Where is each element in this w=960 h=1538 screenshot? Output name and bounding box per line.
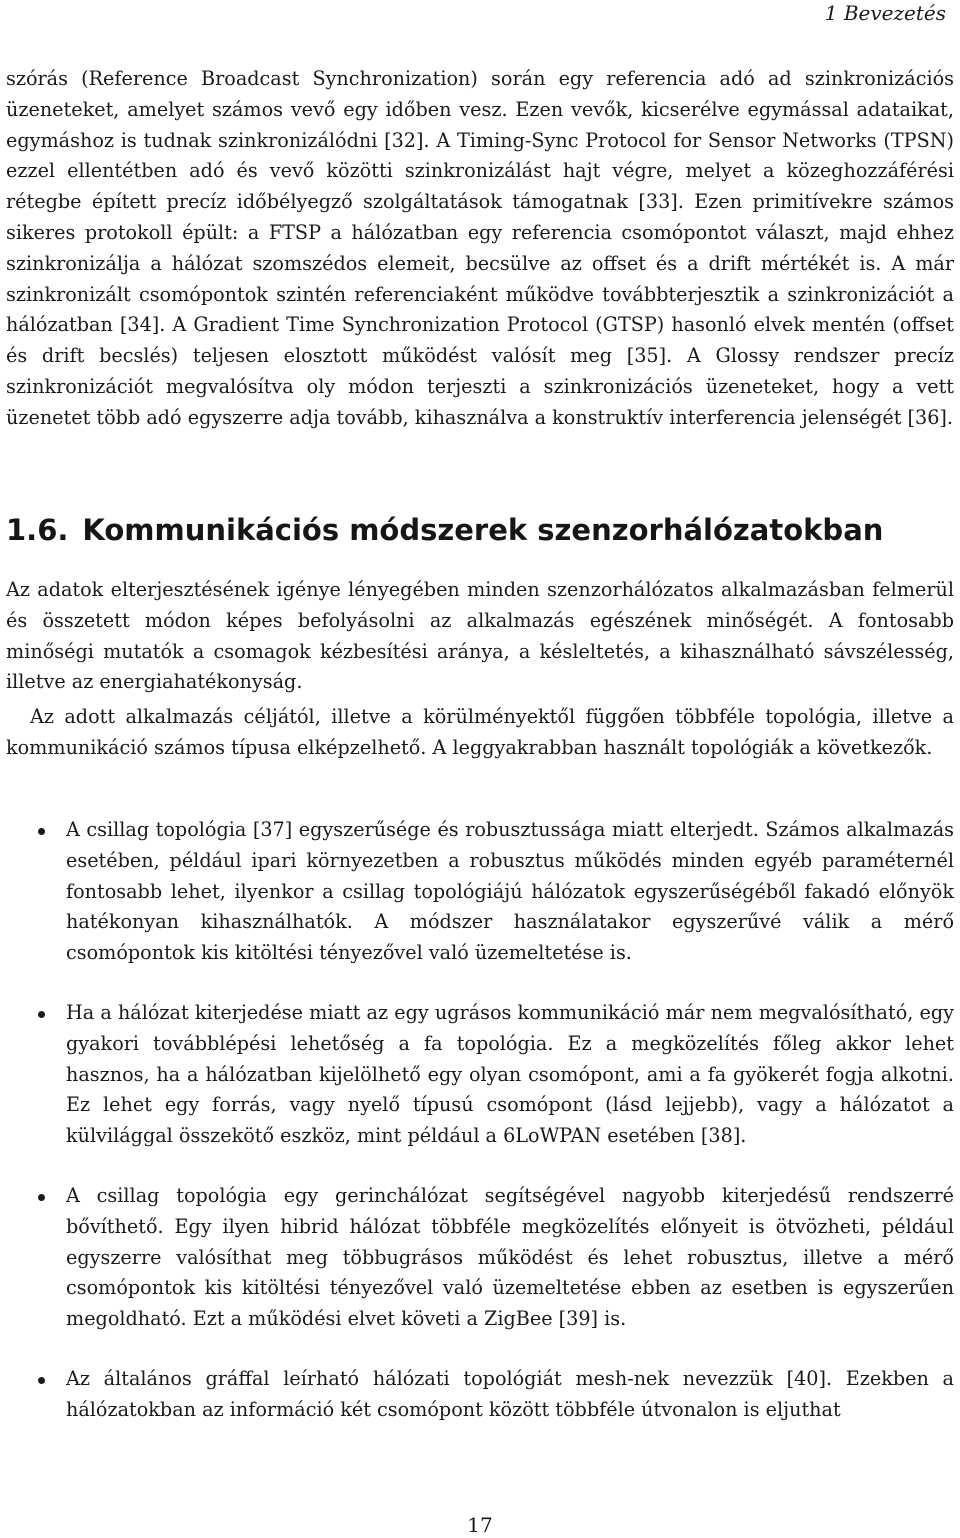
bullet-item-star-topology [0,815,954,969]
section-paragraph: Az adatok elterjesztésének igénye lényegében minden szenzorhálózatos alkalmazásban felmerül és összetett módon képes befolyásolni az alkalmazás egészének minőségét. A fontosabb minőségi mutatók a csomagok kézbesítési aránya, a késleltetés, a kihasználható sávszélesség, illetve az energiahatékonyság. [6,578,954,694]
intro-paragraph: szórás (Reference Broadcast Synchronization) során egy referencia adó ad szinkronizációs üzeneteket, amelyet számos vevő egy időben vesz. Ezen vevők, kicserélve egymással adataikat, egymáshoz is tudnak szinkronizálódni [32]. A Timing-Sync Protocol for Sensor Networks (TPSN) ezzel ellentétben adó és vevő közötti szinkronizálást hajt végre, melyet a közeghozzáférési rétegbe épített precíz időbélyegző szolgáltatások támogatnak [33]. Ezen primitívekre számos sikeres protokoll épült: a FTSP a hálózatban egy referencia csomópontot választ, majd ehhez szinkronizálja a hálózat szomszédos elemeit, becsülve az offset és a drift mértékét is. A már szinkronizált csomópontok szintén referenciaként működve továbbterjesztik a szinkronizációt a hálózatban [34]. A Gradient Time Synchronization Protocol (GTSP) hasonló elvek mentén (offset és drift becslés) teljesen elosztott működést valósít meg [35]. A Glossy rendszer precíz szinkronizációt megvalósítva oly módon terjeszti a szinkronizációs üzeneteket, hogy a vett üzenetet több adó egyszerre adja tovább, kihasználva a konstruktív interferencia jelenségét [36]. [6,67,954,429]
section-title: Kommunikációs módszerek szenzorhálózatokban [82,513,884,547]
bullet-text: A csillag topológia egy gerinchálózat segítségével nagyobb kiterjedésű rendszerré bővíthető. Egy ilyen hibrid hálózat többféle megközelítés előnyeit is ötvözheti, például egyszerre valósíthat meg többugrásos működést és lehet robusztus, illetve a mérő csomópontok kis kitöltési tényezővel való üzemeltetése ebben az esetben is egyszerűen megoldható. Ezt a működési elvet követi a ZigBee [39] is. [66,1183,954,1331]
section-heading [6,510,883,550]
running-header: 1 Bevezetés [824,1,946,25]
bullet-item-tree-topology [0,998,954,1152]
bullet-icon [38,828,45,835]
bullet-item-hybrid-topology [0,1181,954,1335]
bullet-icon [38,1011,45,1018]
topology-bullet-list [0,815,960,1455]
bullet-icon [38,1377,45,1384]
section-number: 1.6. [6,513,69,547]
bullet-item-mesh-topology [0,1364,954,1426]
bullet-text: Az általános gráffal leírható hálózati topológiát mesh-nek nevezzük [40]. Ezekben a hálózatokban az információ két csomópont között többféle útvonalon is eljuthat [66,1366,954,1421]
bullet-text: Ha a hálózat kiterjedése miatt az egy ugrásos kommunikáció már nem megvalósítható, egy gyakori továbblépési lehetőség a fa topológia. Ez a megközelítés főleg akkor lehet hasznos, ha a hálózatban kijelölhető egy olyan csomópont, ami a fa gyökerét fogja alkotni. Ez lehet egy forrás, vagy nyelő típusú csomópont (lásd lejjebb), vagy a hálózatot a külvilággal összekötő eszköz, mint például a 6LoWPAN esetében [38]. [66,1000,954,1148]
bullet-text: A csillag topológia [37] egyszerűsége és robusztussága miatt elterjedt. Számos alkalmazás esetében, például ipari környezetben a robusztus működés minden egyéb paraméternél fontosabb lehet, ilyenkor a csillag topológiájú hálózatok egyszerűségéből fakadó előnyök hatékonyan kihasználhatók. A módszer használatakor egyszerűvé válik a mérő csomópontok kis kitöltési tényezővel való üzemeltetése is. [66,818,954,965]
page-number: 17 [467,1513,493,1537]
section-paragraph: Az adott alkalmazás céljától, illetve a körülményektől függően többféle topológia, illetve a kommunikáció számos típusa elképzelhető. A leggyakrabban használt topológiák a következők. [6,705,954,759]
bullet-icon [38,1194,45,1201]
